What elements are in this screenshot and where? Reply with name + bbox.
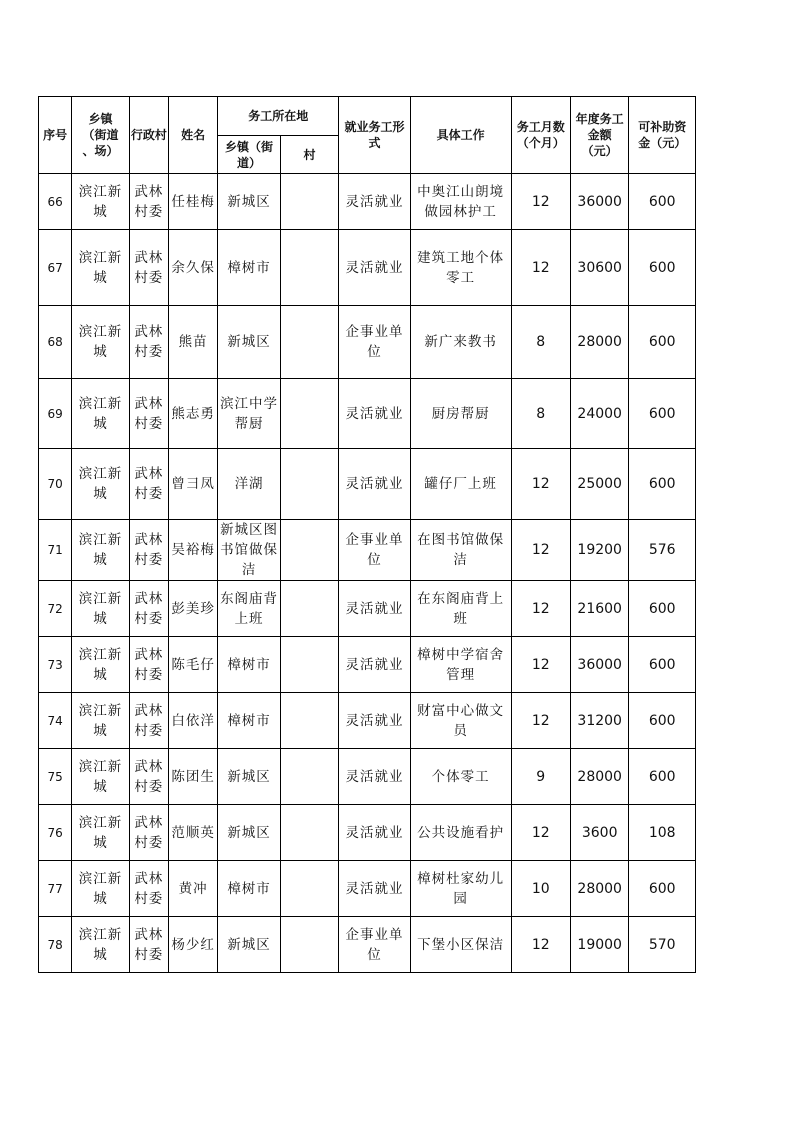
row-subsidy: 108 — [629, 805, 696, 861]
header-work-location: 务工所在地 — [218, 97, 339, 136]
row-amount: 36000 — [570, 637, 628, 693]
row-amount: 19200 — [570, 520, 628, 581]
row-job: 财富中心做文 员 — [410, 693, 511, 749]
row-village: 武林 村委 — [129, 637, 168, 693]
row-village: 武林 村委 — [129, 861, 168, 917]
header-employment-form: 就业务工形 式 — [339, 97, 411, 174]
row-loc-village — [280, 917, 338, 973]
row-village: 武林 村委 — [129, 805, 168, 861]
table-row — [39, 861, 696, 917]
row-loc-town: 东阁庙背 上班 — [218, 581, 280, 637]
row-job: 樟树中学宿舍 管理 — [410, 637, 511, 693]
row-job: 在图书馆做保 洁 — [410, 520, 511, 581]
row-loc-town: 樟树市 — [218, 637, 280, 693]
row-job: 公共设施看护 — [410, 805, 511, 861]
row-name: 黄冲 — [168, 861, 217, 917]
row-seq: 74 — [39, 693, 72, 749]
row-subsidy: 600 — [629, 693, 696, 749]
header-town: 乡镇 （街道 、场） — [72, 97, 129, 174]
row-loc-village — [280, 581, 338, 637]
row-name: 白依洋 — [168, 693, 217, 749]
row-months: 12 — [511, 693, 570, 749]
row-loc-town: 滨江中学 帮厨 — [218, 379, 280, 449]
row-amount: 28000 — [570, 861, 628, 917]
table-row — [39, 805, 696, 861]
table-row — [39, 693, 696, 749]
row-seq: 72 — [39, 581, 72, 637]
row-job: 下堡小区保洁 — [410, 917, 511, 973]
row-loc-village — [280, 379, 338, 449]
row-loc-village — [280, 449, 338, 520]
row-subsidy: 600 — [629, 749, 696, 805]
row-amount: 25000 — [570, 449, 628, 520]
row-job: 中奥江山朗境 做园林护工 — [410, 174, 511, 230]
row-name: 陈团生 — [168, 749, 217, 805]
row-village: 武林 村委 — [129, 917, 168, 973]
header-subsidy: 可补助资 金（元） — [629, 97, 696, 174]
row-loc-town: 新城区图 书馆做保 洁 — [218, 520, 280, 581]
row-employment-form: 灵活就业 — [339, 861, 411, 917]
row-amount: 30600 — [570, 230, 628, 306]
row-name: 曾彐凤 — [168, 449, 217, 520]
row-town: 滨江新 城 — [72, 693, 129, 749]
row-seq: 67 — [39, 230, 72, 306]
row-employment-form: 灵活就业 — [339, 637, 411, 693]
row-village: 武林 村委 — [129, 379, 168, 449]
row-name: 任桂梅 — [168, 174, 217, 230]
row-name: 范顺英 — [168, 805, 217, 861]
row-seq: 77 — [39, 861, 72, 917]
row-town: 滨江新 城 — [72, 306, 129, 379]
row-name: 彭美珍 — [168, 581, 217, 637]
row-employment-form: 灵活就业 — [339, 581, 411, 637]
row-subsidy: 600 — [629, 449, 696, 520]
row-seq: 69 — [39, 379, 72, 449]
row-seq: 66 — [39, 174, 72, 230]
row-loc-village — [280, 306, 338, 379]
row-amount: 28000 — [570, 749, 628, 805]
row-town: 滨江新 城 — [72, 379, 129, 449]
row-subsidy: 570 — [629, 917, 696, 973]
header-loc-village: 村 — [280, 136, 338, 174]
row-loc-town: 洋湖 — [218, 449, 280, 520]
table-row — [39, 520, 696, 581]
row-subsidy: 576 — [629, 520, 696, 581]
table-row — [39, 230, 696, 306]
row-loc-town: 新城区 — [218, 917, 280, 973]
row-amount: 19000 — [570, 917, 628, 973]
table-row — [39, 749, 696, 805]
header-loc-town: 乡镇（街 道） — [218, 136, 280, 174]
row-name: 熊志勇 — [168, 379, 217, 449]
row-employment-form: 灵活就业 — [339, 805, 411, 861]
header-name: 姓名 — [168, 97, 217, 174]
row-subsidy: 600 — [629, 637, 696, 693]
row-job: 个体零工 — [410, 749, 511, 805]
row-loc-town: 樟树市 — [218, 861, 280, 917]
row-employment-form: 灵活就业 — [339, 749, 411, 805]
row-town: 滨江新 城 — [72, 581, 129, 637]
row-town: 滨江新 城 — [72, 174, 129, 230]
row-loc-village — [280, 693, 338, 749]
row-months: 10 — [511, 861, 570, 917]
row-seq: 73 — [39, 637, 72, 693]
row-seq: 75 — [39, 749, 72, 805]
row-job: 在东阁庙背上 班 — [410, 581, 511, 637]
row-town: 滨江新 城 — [72, 449, 129, 520]
row-village: 武林 村委 — [129, 230, 168, 306]
row-name: 熊苗 — [168, 306, 217, 379]
table-row — [39, 174, 696, 230]
employment-subsidy-table — [38, 96, 696, 973]
table-row — [39, 306, 696, 379]
row-subsidy: 600 — [629, 174, 696, 230]
row-months: 12 — [511, 520, 570, 581]
row-employment-form: 灵活就业 — [339, 174, 411, 230]
row-town: 滨江新 城 — [72, 805, 129, 861]
row-loc-town: 新城区 — [218, 174, 280, 230]
row-amount: 3600 — [570, 805, 628, 861]
row-subsidy: 600 — [629, 230, 696, 306]
header-months: 务工月数 （个月） — [511, 97, 570, 174]
row-amount: 21600 — [570, 581, 628, 637]
row-months: 8 — [511, 306, 570, 379]
row-amount: 28000 — [570, 306, 628, 379]
row-months: 9 — [511, 749, 570, 805]
row-seq: 71 — [39, 520, 72, 581]
table-row — [39, 379, 696, 449]
row-loc-village — [280, 174, 338, 230]
row-loc-village — [280, 861, 338, 917]
row-loc-village — [280, 520, 338, 581]
row-village: 武林 村委 — [129, 693, 168, 749]
header-seq: 序号 — [39, 97, 72, 174]
row-job: 新广来教书 — [410, 306, 511, 379]
row-loc-town: 新城区 — [218, 805, 280, 861]
row-amount: 31200 — [570, 693, 628, 749]
row-employment-form: 灵活就业 — [339, 379, 411, 449]
table-row — [39, 449, 696, 520]
header-job: 具体工作 — [410, 97, 511, 174]
row-months: 12 — [511, 230, 570, 306]
row-town: 滨江新 城 — [72, 749, 129, 805]
row-amount: 24000 — [570, 379, 628, 449]
header-annual-amount: 年度务工 金额 （元） — [570, 97, 628, 174]
row-amount: 36000 — [570, 174, 628, 230]
row-months: 12 — [511, 917, 570, 973]
row-job: 建筑工地个体 零工 — [410, 230, 511, 306]
row-seq: 68 — [39, 306, 72, 379]
row-subsidy: 600 — [629, 861, 696, 917]
table-row — [39, 637, 696, 693]
row-town: 滨江新 城 — [72, 520, 129, 581]
row-subsidy: 600 — [629, 306, 696, 379]
row-village: 武林 村委 — [129, 449, 168, 520]
table-row — [39, 581, 696, 637]
row-employment-form: 企事业单 位 — [339, 917, 411, 973]
row-loc-town: 新城区 — [218, 306, 280, 379]
row-job: 樟树杜家幼儿 园 — [410, 861, 511, 917]
row-employment-form: 企事业单 位 — [339, 306, 411, 379]
row-town: 滨江新 城 — [72, 861, 129, 917]
row-employment-form: 灵活就业 — [339, 449, 411, 520]
row-loc-town: 樟树市 — [218, 693, 280, 749]
row-months: 12 — [511, 174, 570, 230]
row-seq: 70 — [39, 449, 72, 520]
table-row — [39, 917, 696, 973]
header-row — [39, 97, 696, 136]
row-name: 吴裕梅 — [168, 520, 217, 581]
row-loc-village — [280, 805, 338, 861]
row-town: 滨江新 城 — [72, 637, 129, 693]
row-village: 武林 村委 — [129, 306, 168, 379]
row-loc-village — [280, 230, 338, 306]
row-name: 杨少红 — [168, 917, 217, 973]
row-job: 厨房帮厨 — [410, 379, 511, 449]
row-loc-village — [280, 749, 338, 805]
row-months: 12 — [511, 805, 570, 861]
row-months: 12 — [511, 637, 570, 693]
row-months: 8 — [511, 379, 570, 449]
row-village: 武林 村委 — [129, 749, 168, 805]
row-subsidy: 600 — [629, 581, 696, 637]
row-town: 滨江新 城 — [72, 917, 129, 973]
row-village: 武林 村委 — [129, 174, 168, 230]
row-name: 陈毛仔 — [168, 637, 217, 693]
row-loc-village — [280, 637, 338, 693]
row-village: 武林 村委 — [129, 520, 168, 581]
row-months: 12 — [511, 449, 570, 520]
row-job: 罐仔厂上班 — [410, 449, 511, 520]
row-employment-form: 灵活就业 — [339, 230, 411, 306]
row-months: 12 — [511, 581, 570, 637]
row-seq: 76 — [39, 805, 72, 861]
row-seq: 78 — [39, 917, 72, 973]
header-village: 行政村 — [129, 97, 168, 174]
row-town: 滨江新 城 — [72, 230, 129, 306]
row-name: 余久保 — [168, 230, 217, 306]
row-village: 武林 村委 — [129, 581, 168, 637]
row-loc-town: 新城区 — [218, 749, 280, 805]
table-body — [39, 174, 696, 973]
row-loc-town: 樟树市 — [218, 230, 280, 306]
row-subsidy: 600 — [629, 379, 696, 449]
row-employment-form: 灵活就业 — [339, 693, 411, 749]
row-employment-form: 企事业单 位 — [339, 520, 411, 581]
